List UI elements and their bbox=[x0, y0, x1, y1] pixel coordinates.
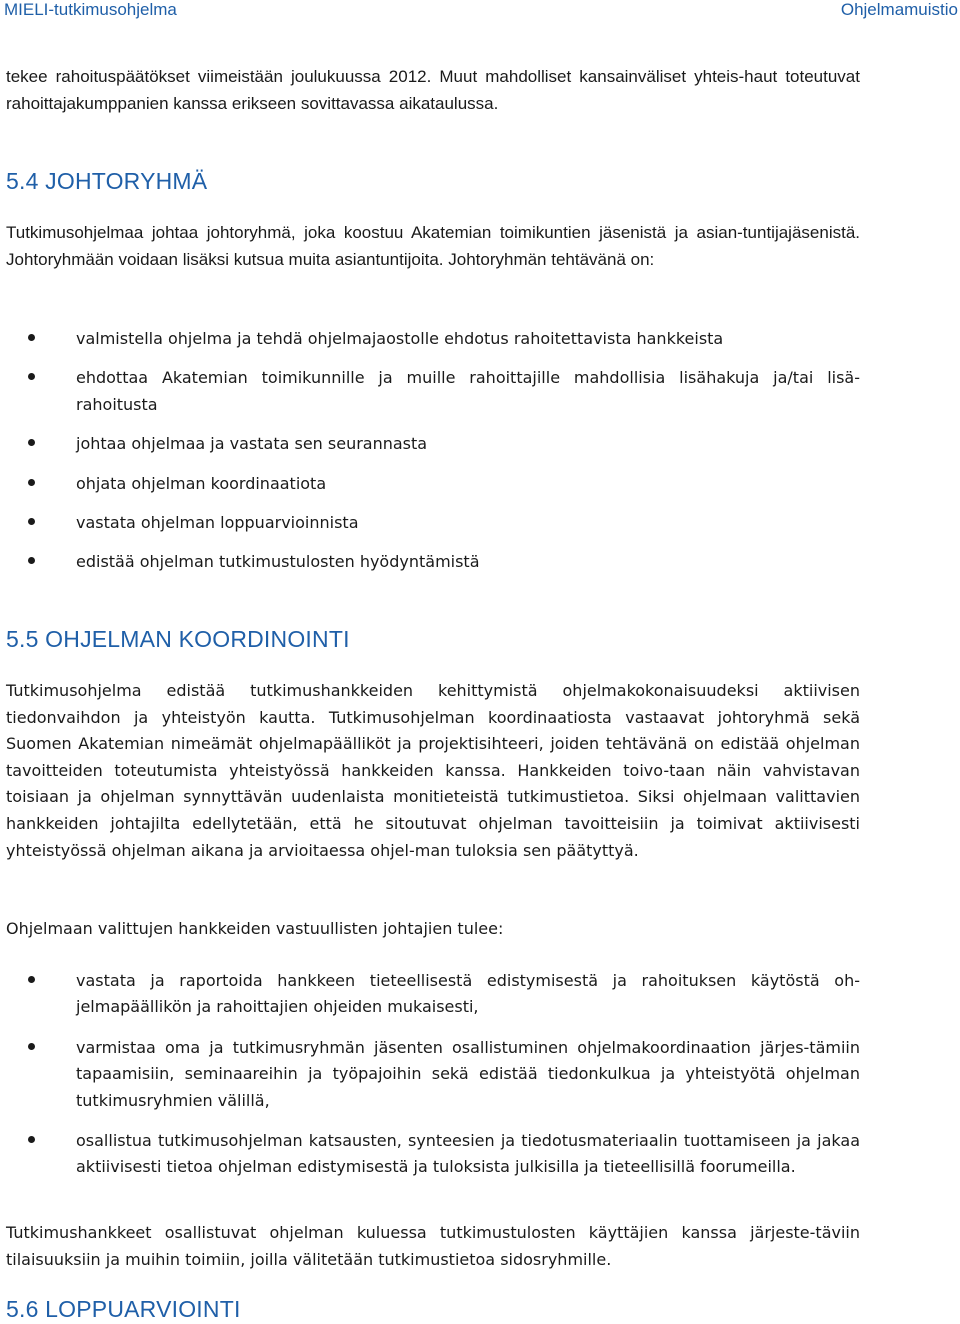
koordinointi-paragraph: Tutkimusohjelma edistää tutkimushankkeiden kehittymistä ohjelmakokonaisuudeksi aktiivisen tiedonvaihdon ja yhteistyön kautta. Tutkimusohjelman koordinaatiosta vastaavat johtoryhmä sekä Suomen Akatemian nimeämät ohjelmapäälliköt ja projektisihteeri, joiden tehtävänä on edistää ohjelman tavoitteiden toteutumista yhteistyössä hankkeiden kanssa. Hankkeiden toivo-taan näin vahvistavan toisiaan ja ohjelman synnyttävän uudenlaista monitieteistä tutkimustietoa. Siksi ohjelmaan valittavien hankkeiden johtajilta edellytetään, että he sitoutuvat ohjelman tavoitteisiin ja toimivat aktiivisesti yhteistyössä ohjelman aikana ja arvioitaessa ohjel-man tuloksia sen päätyttyä. bbox=[6, 681, 860, 860]
johtoryhma-task-list bbox=[6, 326, 860, 576]
list-item: vastata ja raportoida hankkeen tieteellisestä edistymisestä ja rahoituksen käytöstä oh-jelmapäällikön ja rahoittajien ohjeiden mukaisesti, bbox=[6, 968, 860, 1021]
koordinointi-closing: Tutkimushankkeet osallistuvat ohjelman kuluessa tutkimustulosten käyttäjien kanssa järjeste-täviin tilaisuuksiin ja muihin toimiin, joilla välitetään tutkimustietoa sidosryhmille. bbox=[6, 1223, 860, 1269]
list-item: ohjata ohjelman koordinaatiota bbox=[6, 471, 860, 497]
list-item: edistää ohjelman tutkimustulosten hyödyntämistä bbox=[6, 549, 860, 575]
list-item: osallistua tutkimusohjelman katsausten, synteesien ja tiedotusmateriaalin tuottamiseen ja jakaa aktiivisesti tietoa ohjelman edistymisestä ja tuloksista julkisilla ja tieteellisillä foorumeilla. bbox=[6, 1128, 860, 1181]
koordinointi-lead: Ohjelmaan valittujen hankkeiden vastuullisten johtajien tulee: bbox=[6, 919, 504, 938]
bullet-icon bbox=[28, 518, 35, 525]
list-item: varmistaa oma ja tutkimusryhmän jäsenten osallistuminen ohjelmakoordinaation järjes-tämiin tapaamisiin, seminaareihin ja työpajoihin sekä edistää tiedonkulkua ja yhteistyötä ohjelman tutkimusryhmien välillä, bbox=[6, 1035, 860, 1114]
header-program-name: MIELI-tutkimusohjelma bbox=[4, 0, 177, 19]
bullet-icon bbox=[28, 439, 35, 446]
bullet-icon bbox=[28, 976, 35, 983]
page-header bbox=[0, 0, 960, 24]
header-document-type: Ohjelmamuistio bbox=[840, 0, 958, 19]
bullet-icon bbox=[28, 334, 35, 341]
list-item: vastata ohjelman loppuarvioinnista bbox=[6, 510, 860, 536]
intro-paragraph: tekee rahoituspäätökset viimeistään joulukuussa 2012. Muut mahdolliset kansainväliset yhteis-haut toteutuvat rahoittajakumppanien kanssa erikseen sovittavassa aikataulussa. bbox=[6, 67, 860, 113]
bullet-icon bbox=[28, 1043, 35, 1050]
johtoryhma-paragraph: Tutkimusohjelmaa johtaa johtoryhmä, joka koostuu Akatemian toimikuntien jäsenistä ja asian-tuntijajäsenistä. Johtoryhmään voidaan lisäksi kutsua muita asiantuntijoita. Johtoryhmän tehtävänä on: bbox=[6, 223, 860, 269]
bullet-icon bbox=[28, 479, 35, 486]
list-item: johtaa ohjelmaa ja vastata sen seurannasta bbox=[6, 431, 860, 457]
list-item: valmistella ohjelma ja tehdä ohjelmajaostolle ehdotus rahoitettavista hankkeista bbox=[6, 326, 860, 352]
section-heading-koordinointi: 5.5 OHJELMAN KOORDINOINTI bbox=[6, 626, 350, 652]
bullet-icon bbox=[28, 557, 35, 564]
leader-duties-list bbox=[6, 968, 860, 1181]
list-item: ehdottaa Akatemian toimikunnille ja muille rahoittajille mahdollisia lisähakuja ja/tai lisä-rahoitusta bbox=[6, 365, 860, 418]
bullet-icon bbox=[28, 1136, 35, 1143]
section-heading-johtoryhma: 5.4 JOHTORYHMÄ bbox=[6, 168, 208, 194]
section-heading-loppuarviointi: 5.6 LOPPUARVIOINTI bbox=[6, 1296, 241, 1322]
bullet-icon bbox=[28, 373, 35, 380]
